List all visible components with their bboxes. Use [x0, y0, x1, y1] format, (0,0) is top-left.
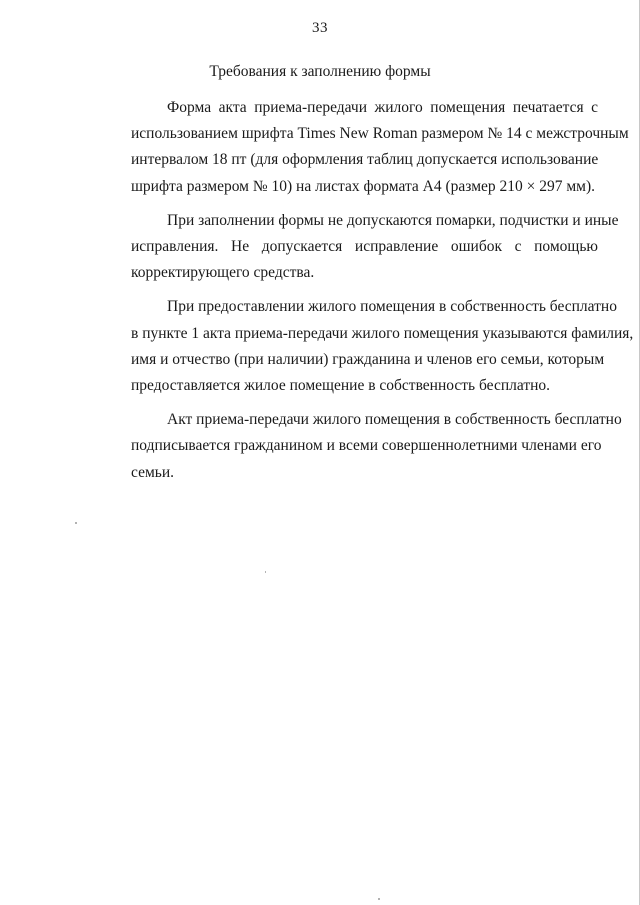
paragraph-signing: [95, 407, 622, 486]
text-line: Акт приема-передачи жилого помещения в собственность бесплатно: [167, 411, 622, 429]
text-line: семьи.: [131, 463, 174, 481]
text-line: использованием шрифта Times New Roman размером № 14 с межстрочным: [131, 125, 629, 143]
text-line: При заполнении формы не допускаются помарки, подчистки и иные: [167, 211, 619, 229]
text-line: интервалом 18 пт (для оформления таблиц допускается использование: [131, 151, 599, 169]
body-text: [95, 95, 634, 494]
text-line: шрифта размером № 10) на листах формата А4 (размер 210 × 297 мм).: [131, 177, 596, 195]
text-line: подписывается гражданином и всеми совершеннолетними членами его: [131, 437, 602, 455]
scan-speck: [75, 522, 77, 524]
scan-speck: [378, 898, 380, 900]
paragraph-free-ownership: [95, 294, 634, 399]
paragraph-no-corrections: [95, 208, 619, 287]
text-line: При предоставлении жилого помещения в собственность бесплатно: [167, 298, 617, 316]
text-line: Форма акта приема-передачи жилого помещения печатается с: [167, 99, 598, 116]
text-line: исправления. Не допускается исправление ошибок с помощью: [131, 238, 598, 256]
scan-speck: [265, 571, 266, 573]
section-heading: Требования к заполнению формы: [209, 63, 431, 80]
text-line: предоставляется жилое помещение в собственность бесплатно.: [131, 377, 551, 395]
paragraph-font-requirements: [95, 95, 629, 200]
text-line: в пункте 1 акта приема-передачи жилого помещения указываются фамилия,: [131, 324, 634, 342]
page-number: 33: [312, 20, 328, 36]
text-line: корректирующего средства.: [131, 264, 315, 282]
text-line: имя и отчество (при наличии) гражданина и членов его семьи, которым: [131, 350, 605, 368]
